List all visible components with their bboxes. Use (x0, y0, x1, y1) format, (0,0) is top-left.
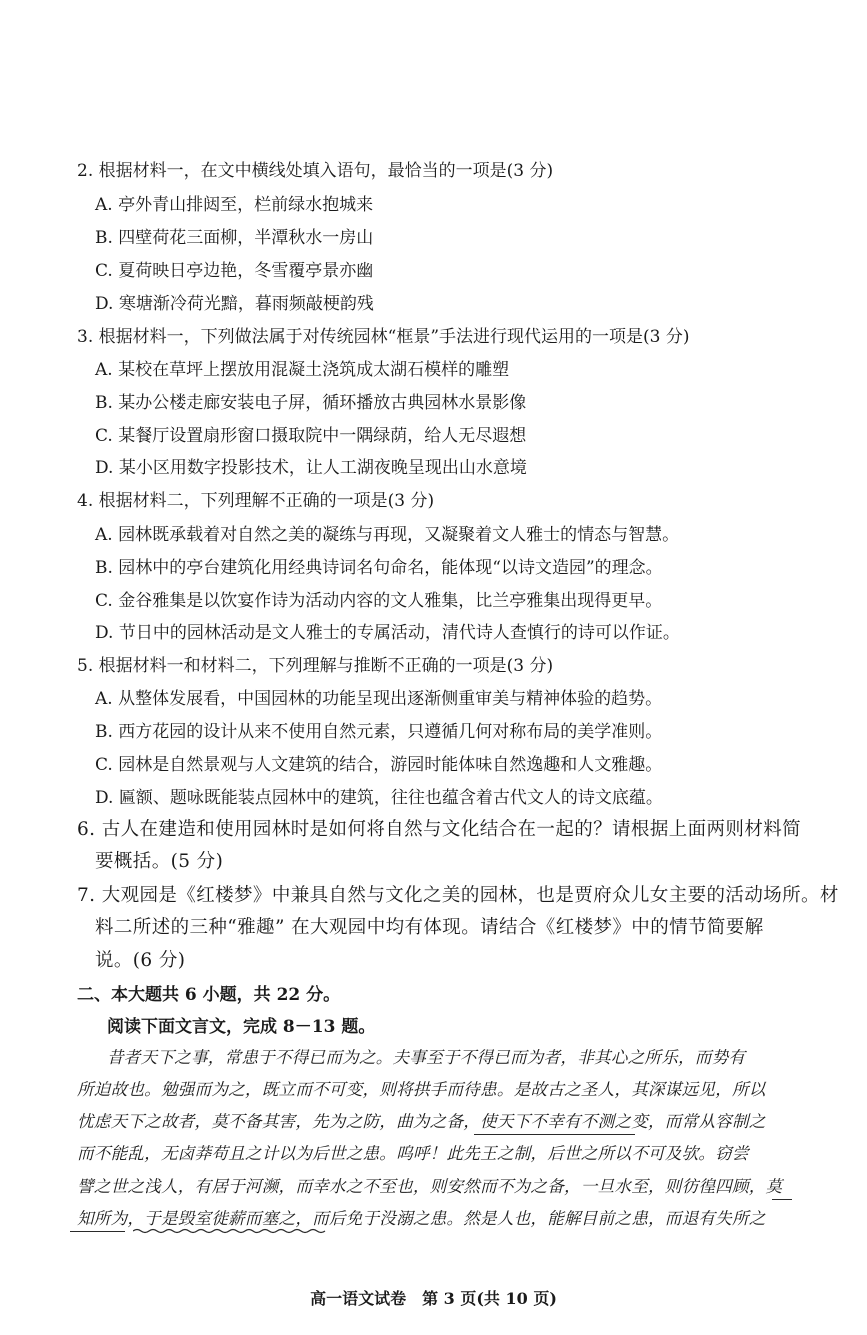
handwritten-underline (70, 1231, 125, 1232)
question-2-stem: 2. 根据材料一，在文中横线处填入语句，最恰当的一项是(3 分) (77, 161, 554, 181)
section-2-instruction: 阅读下面文言文，完成 8－13 题。 (107, 1017, 376, 1037)
passage-line-5: 譬之世之浅人，有居于河濒，而幸水之不至也，则安然而不为之备，一旦水至，则彷徨四顾，莫 (77, 1177, 783, 1196)
question-2-option-d: D. 寒塘渐冷荷光黯，暮雨频敲梗韵残 (95, 294, 374, 314)
question-3-option-c: C. 某餐厅设置扇形窗口摄取院中一隅绿荫，给人无尽遐想 (95, 426, 527, 446)
question-6-line-2: 要概括。(5 分) (95, 851, 224, 872)
passage-line-1: 昔者天下之事，常患于不得已而为之。夫事至于不得已而为者，非其心之所乐，而势有 (107, 1048, 746, 1067)
question-7-line-1: 7. 大观园是《红楼梦》中兼具自然与文化之美的园林，也是贾府众儿女主要的活动场所。材 (77, 885, 839, 906)
handwritten-underline (474, 1134, 635, 1135)
question-3-option-a: A. 某校在草坪上摆放用混凝土浇筑成太湖石模样的雕塑 (95, 360, 510, 380)
question-2-option-a: A. 亭外青山排闼至，栏前绿水抱城来 (95, 195, 374, 215)
handwritten-underline (772, 1199, 792, 1200)
passage-line-3: 忧虑天下之故者，莫不备其害，先为之防，曲为之备，使天下不幸有不测之变，而常从容制之 (77, 1112, 766, 1131)
question-4-option-d: D. 节日中的园林活动是文人雅士的专属活动，清代诗人查慎行的诗可以作证。 (95, 623, 680, 643)
question-4-option-a: A. 园林既承载着对自然之美的凝练与再现，又凝聚着文人雅士的情态与智慧。 (95, 525, 680, 545)
question-5-option-d: D. 匾额、题咏既能装点园林中的建筑，往往也蕴含着古代文人的诗文底蕴。 (95, 788, 663, 808)
handwritten-wavy-underline (133, 1228, 326, 1234)
question-5-option-c: C. 园林是自然景观与人文建筑的结合，游园时能体味自然逸趣和人文雅趣。 (95, 755, 663, 775)
question-3-stem: 3. 根据材料一，下列做法属于对传统园林“框景”手法进行现代运用的一项是(3 分) (77, 327, 690, 347)
question-4-option-b: B. 园林中的亭台建筑化用经典诗词名句命名，能体现“以诗文造园”的理念。 (95, 558, 663, 578)
question-7-line-3: 说。(6 分) (95, 950, 186, 971)
passage-line-4: 而不能乱，无卤莽苟且之计以为后世之患。呜呼！此先王之制，后世之所以不可及欤。窃尝 (77, 1144, 749, 1163)
passage-line-6: 知所为，于是毁室徙薪而塞之，而后免于没溺之患。然是人也，能解目前之患，而退有失所之 (77, 1209, 766, 1228)
question-3-option-b: B. 某办公楼走廊安装电子屏，循环播放古典园林水景影像 (95, 393, 527, 413)
question-7-line-2: 料二所述的三种“雅趣” 在大观园中均有体现。请结合《红楼梦》中的情节简要解 (95, 917, 764, 938)
question-2-option-c: C. 夏荷映日亭边艳，冬雪覆亭景亦幽 (95, 261, 374, 281)
question-4-stem: 4. 根据材料二，下列理解不正确的一项是(3 分) (77, 491, 435, 511)
question-6-line-1: 6. 古人在建造和使用园林时是如何将自然与文化结合在一起的？请根据上面两则材料简 (77, 819, 802, 840)
question-4-option-c: C. 金谷雅集是以饮宴作诗为活动内容的文人雅集，比兰亭雅集出现得更早。 (95, 591, 663, 611)
page-footer: 高一语文试卷 第 3 页(共 10 页) (310, 1289, 557, 1308)
question-5-option-a: A. 从整体发展看，中国园林的功能呈现出逐渐侧重审美与精神体验的趋势。 (95, 689, 663, 709)
question-5-stem: 5. 根据材料一和材料二，下列理解与推断不正确的一项是(3 分) (77, 656, 554, 676)
section-2-heading: 二、本大题共 6 小题，共 22 分。 (77, 985, 341, 1005)
passage-line-2: 所迫故也。勉强而为之，既立而不可变，则将拱手而待患。是故古之圣人，其深谋远见，所以 (77, 1080, 766, 1099)
question-2-option-b: B. 四壁荷花三面柳，半潭秋水一房山 (95, 228, 374, 248)
question-5-option-b: B. 西方花园的设计从来不使用自然元素，只遵循几何对称布局的美学准则。 (95, 722, 663, 742)
question-3-option-d: D. 某小区用数字投影技术，让人工湖夜晚呈现出山水意境 (95, 458, 527, 478)
